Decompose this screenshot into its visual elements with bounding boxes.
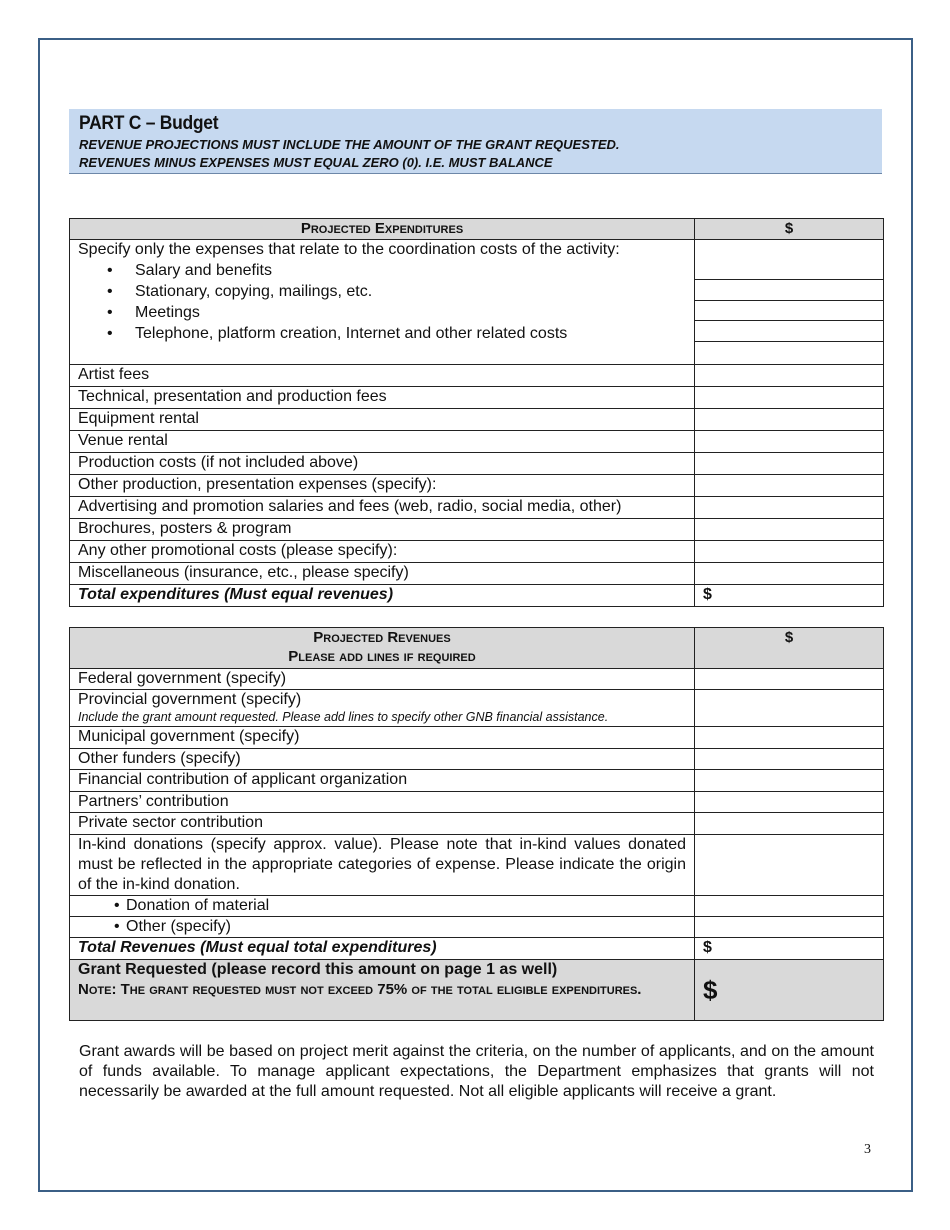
total-expenditures-amount[interactable]: $ (695, 585, 884, 607)
revenues-header-amount: $ (695, 628, 884, 669)
revenue-private-label: Private sector contribution (70, 813, 695, 835)
revenue-provincial-cell (70, 690, 695, 727)
revenue-in-kind-label: In-kind donations (specify approx. value). Please note that in-kind values donated must be reflected in the appropriate categories of expense. Please indicate the origin of the in-kind donation. (70, 835, 695, 896)
amount-input[interactable] (695, 387, 884, 409)
amount-input[interactable] (695, 917, 884, 938)
revenues-table (69, 627, 884, 1021)
grant-requested-amount[interactable]: $ (695, 960, 884, 1021)
amount-input-extra[interactable] (695, 342, 883, 363)
coordination-item: • Salary and benefits (135, 260, 686, 281)
grant-requested-label: Grant Requested (please record this amount on page 1 as well) (78, 961, 558, 978)
amount-input-salary[interactable] (695, 240, 883, 280)
revenue-federal-label: Federal government (specify) (70, 669, 695, 690)
amount-input[interactable] (695, 813, 884, 835)
amount-input[interactable] (695, 727, 884, 749)
in-kind-item: Donation of material (126, 897, 270, 914)
revenues-header-line1: Projected Revenues (313, 629, 451, 646)
amount-input[interactable] (695, 409, 884, 431)
revenue-municipal-label: Municipal government (specify) (70, 727, 695, 749)
in-kind-item-cell (70, 896, 695, 917)
coordination-item: • Meetings (135, 302, 686, 323)
revenue-applicant-label: Financial contribution of applicant organization (70, 770, 695, 792)
revenue-partners-label: Partners’ contribution (70, 792, 695, 813)
part-note-line1: REVENUE PROJECTIONS MUST INCLUDE THE AMOUNT OF THE GRANT REQUESTED. (79, 137, 620, 152)
grant-requested-cell (70, 960, 695, 1021)
total-expenditures-label: Total expenditures (Must equal revenues) (70, 585, 695, 607)
amount-input-telephone[interactable] (695, 321, 883, 342)
expense-row-label: Advertising and promotion salaries and fees (web, radio, social media, other) (70, 497, 695, 519)
expense-row-label: Technical, presentation and production fees (70, 387, 695, 409)
expense-row-label: Artist fees (70, 365, 695, 387)
coordination-intro: Specify only the expenses that relate to the coordination costs of the activity: (78, 241, 620, 258)
page-number: 3 (864, 1142, 871, 1157)
revenues-header-label (70, 628, 695, 669)
expense-row-label: Brochures, posters & program (70, 519, 695, 541)
expense-row-label: Venue rental (70, 431, 695, 453)
coordination-item: • Stationary, copying, mailings, etc. (135, 281, 686, 302)
amount-input[interactable] (695, 563, 884, 585)
amount-input[interactable] (695, 475, 884, 497)
expenditures-header-amount: $ (695, 219, 884, 240)
amount-input-meetings[interactable] (695, 301, 883, 321)
expense-row-label: Other production, presentation expenses (specify): (70, 475, 695, 497)
amount-input[interactable] (695, 669, 884, 690)
part-c-header (69, 109, 882, 174)
amount-input[interactable] (695, 453, 884, 475)
amount-input[interactable] (695, 431, 884, 453)
amount-input[interactable] (695, 541, 884, 563)
coordination-costs-cell (70, 240, 695, 365)
revenue-provincial-label: Provincial government (specify) (78, 691, 302, 708)
total-revenues-label: Total Revenues (Must equal total expenditures) (70, 938, 695, 960)
revenues-header-line2: Please add lines if required (288, 648, 476, 665)
part-note-line2: REVENUES MINUS EXPENSES MUST EQUAL ZERO (0). I.E. MUST BALANCE (79, 155, 553, 170)
revenue-other-funders-label: Other funders (specify) (70, 749, 695, 770)
grant-awards-paragraph: Grant awards will be based on project merit against the criteria, on the number of applicants, and on the amount of funds available. To manage applicant expectations, the Department emphasizes that grants will not necessarily be awarded at the full amount requested. Not all eligible applicants will receive a grant. (79, 1043, 874, 1100)
expenditures-table (69, 218, 884, 607)
amount-input[interactable] (695, 835, 884, 896)
expense-row-label: Miscellaneous (insurance, etc., please specify) (70, 563, 695, 585)
grant-requested-note: Note: The grant requested must not exceed 75% of the total eligible expenditures. (78, 981, 642, 998)
in-kind-item-cell (70, 917, 695, 938)
coordination-list (78, 260, 686, 344)
revenue-provincial-note: Include the grant amount requested. Please add lines to specify other GNB financial assistance. (78, 710, 609, 724)
in-kind-item: Other (specify) (126, 918, 231, 935)
coordination-item: • Telephone, platform creation, Internet and other related costs (135, 323, 686, 344)
expense-row-label: Equipment rental (70, 409, 695, 431)
amount-input[interactable] (695, 749, 884, 770)
coordination-amounts (695, 240, 884, 365)
amount-input[interactable] (695, 690, 884, 727)
expenditures-header-label: Projected Expenditures (70, 219, 695, 240)
expense-row-label: Any other promotional costs (please specify): (70, 541, 695, 563)
total-revenues-amount[interactable]: $ (695, 938, 884, 960)
amount-input[interactable] (695, 519, 884, 541)
expense-row-label: Production costs (if not included above) (70, 453, 695, 475)
amount-input[interactable] (695, 792, 884, 813)
amount-input[interactable] (695, 497, 884, 519)
part-title: PART C – Budget (79, 113, 219, 134)
amount-input-stationary[interactable] (695, 280, 883, 301)
amount-input[interactable] (695, 770, 884, 792)
amount-input[interactable] (695, 896, 884, 917)
amount-input[interactable] (695, 365, 884, 387)
